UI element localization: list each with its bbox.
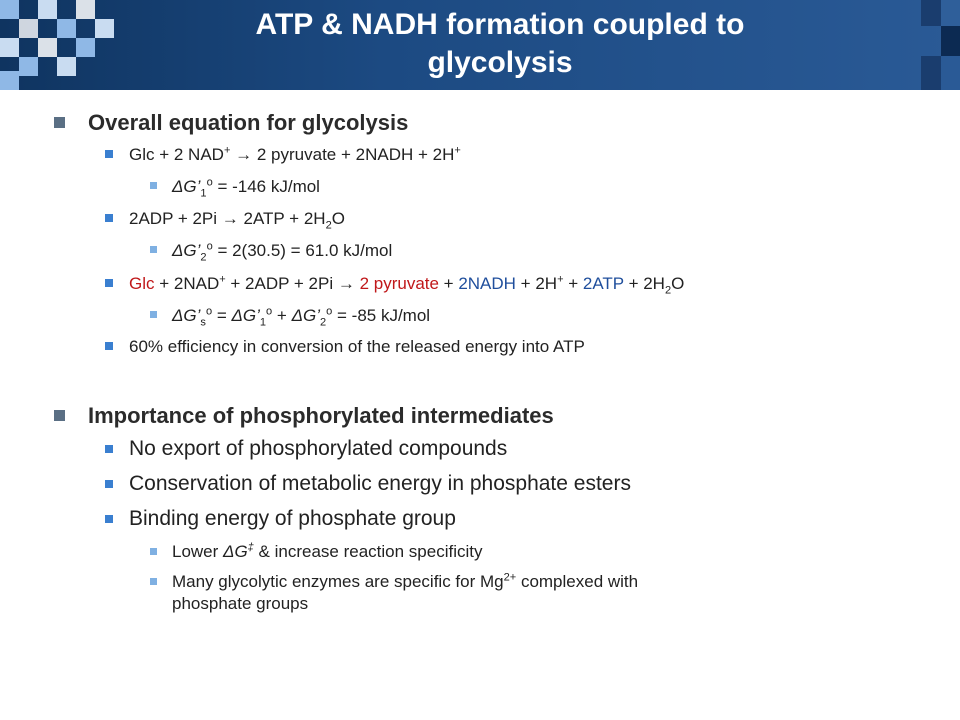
- bullet-square: [150, 548, 157, 555]
- section-heading-phosphorylated: Importance of phosphorylated intermediates: [88, 403, 554, 428]
- eq1-sup: +: [223, 144, 231, 157]
- g-symbol: G’: [302, 306, 320, 325]
- g-symbol: G’: [242, 306, 260, 325]
- eq1-right: 2 pyruvate + 2NADH + 2H: [252, 145, 455, 164]
- arrow-icon: →: [337, 274, 355, 293]
- bullet-square: [54, 410, 65, 421]
- superscript: +: [557, 273, 564, 286]
- equation-coupled: [129, 273, 685, 297]
- subscript: 1: [259, 316, 267, 329]
- subscript: 2: [664, 284, 672, 297]
- delta-symbol: Δ: [172, 241, 184, 260]
- subscript: 2: [319, 316, 327, 329]
- text: complexed with: [516, 572, 639, 591]
- value-text: = -85 kJ/mol: [332, 306, 431, 325]
- bullet-square: [150, 246, 157, 253]
- equals-sign: =: [212, 306, 232, 325]
- list-item: Conservation of metabolic energy in phosphate esters: [129, 472, 631, 495]
- sub-item-mg-specific: [172, 572, 638, 592]
- bullet-square: [105, 445, 113, 453]
- eq2-right: 2ATP + 2H: [238, 209, 326, 228]
- pyruvate-term: 2 pyruvate: [354, 274, 439, 293]
- eq3-part: O: [671, 274, 685, 293]
- g-symbol: G’: [183, 241, 201, 260]
- sub-item-mg-specific-line2: phosphate groups: [172, 594, 309, 613]
- g-symbol: G: [234, 542, 248, 561]
- arrow-icon: →: [235, 145, 253, 164]
- delta-symbol: Δ: [172, 177, 184, 196]
- equation-1: [129, 145, 461, 165]
- title-line-1: ATP & NADH formation coupled to: [255, 8, 745, 41]
- degree-symbol: o: [206, 240, 213, 253]
- bullet-square: [150, 311, 157, 318]
- bullet-square: [105, 515, 113, 523]
- subscript: 2: [200, 251, 207, 264]
- subscript: 1: [200, 187, 207, 200]
- eq1-sup-2: +: [454, 144, 461, 157]
- delta-symbol: Δ: [172, 306, 184, 325]
- equation-2-free-energy: [172, 240, 393, 264]
- bullet-square: [150, 578, 157, 585]
- section-heading-overall: Overall equation for glycolysis: [88, 110, 409, 135]
- delta-symbol: Δ: [231, 306, 243, 325]
- eq3-part: +: [563, 274, 583, 293]
- delta-symbol: Δ: [223, 542, 235, 561]
- bullet-square: [54, 117, 65, 128]
- equation-coupled-free-energy: [172, 305, 431, 329]
- eq3-part: + 2ADP + 2Pi: [225, 274, 338, 293]
- bullet-square: [105, 480, 113, 488]
- eq1-left: Glc + 2 NAD: [129, 145, 224, 164]
- degree-symbol: o: [205, 305, 213, 318]
- arrow-icon: →: [221, 209, 239, 228]
- bullet-square: [150, 182, 157, 189]
- list-item: No export of phosphorylated compounds: [129, 437, 508, 460]
- atp-term: 2ATP: [582, 274, 624, 293]
- plus-sign: +: [272, 306, 292, 325]
- bullet-square: [105, 214, 113, 222]
- efficiency-note: 60% efficiency in conversion of the released energy into ATP: [129, 337, 585, 356]
- list-item: Binding energy of phosphate group: [129, 507, 456, 530]
- degree-symbol: o: [206, 176, 213, 189]
- superscript: 2+: [503, 571, 517, 584]
- g-symbol: G’: [183, 177, 201, 196]
- equation-2: [129, 209, 345, 232]
- subscript: s: [200, 316, 206, 329]
- bullet-square: [105, 150, 113, 158]
- text: Lower: [172, 542, 224, 561]
- text: & increase reaction specificity: [253, 542, 483, 561]
- equation-1-free-energy: [172, 176, 320, 200]
- eq3-part: + 2NAD: [154, 274, 220, 293]
- glc-term: Glc: [129, 274, 155, 293]
- title-line-2: glycolysis: [427, 46, 573, 79]
- sub-item-lower-dg: [172, 542, 482, 562]
- eq3-part: +: [438, 274, 459, 293]
- nadh-term: 2NADH: [458, 274, 516, 293]
- degree-symbol: o: [326, 305, 333, 318]
- eq3-part: + 2H: [515, 274, 558, 293]
- text: Many glycolytic enzymes are specific for Mg: [172, 572, 504, 591]
- double-dagger-symbol: ‡: [247, 541, 254, 554]
- delta-symbol: Δ: [291, 306, 303, 325]
- value-text: = -146 kJ/mol: [212, 177, 320, 196]
- value-text: = 2(30.5) = 61.0 kJ/mol: [212, 241, 393, 260]
- eq2-end: O: [331, 209, 345, 228]
- bullet-square: [105, 279, 113, 287]
- degree-symbol: o: [266, 305, 273, 318]
- superscript: +: [219, 273, 226, 286]
- subscript: 2: [325, 219, 332, 232]
- eq2-left: 2ADP + 2Pi: [129, 209, 222, 228]
- bullet-square: [105, 342, 113, 350]
- eq3-part: + 2H: [623, 274, 665, 293]
- g-symbol: G’: [183, 306, 201, 325]
